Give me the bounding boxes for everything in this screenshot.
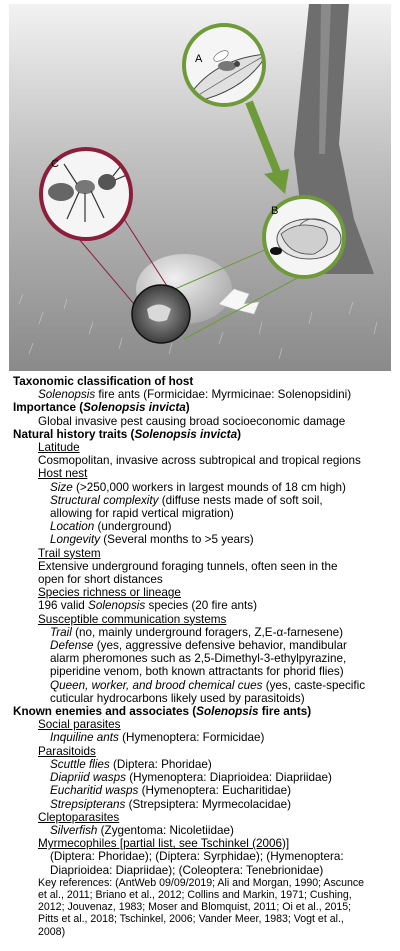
richness-text: 196 valid Solenopsis species (20 fire ants) (38, 599, 257, 613)
natural-history-heading: Natural history traits (Solenopsis invicta) (13, 427, 241, 441)
enemies-heading: Known enemies and associates (Solenopsis fire ants) (13, 705, 312, 719)
nest-longevity: Longevity (Several months to >5 years) (50, 533, 254, 547)
nest-size: Size (>250,000 workers in largest mounds of 18 cm high) (50, 480, 346, 494)
nest-structure-cont: allowing for rapid vertical migration) (50, 507, 234, 521)
taxonomy-heading: Taxonomic classification of host (13, 375, 194, 388)
comm-defense-2: alarm pheromones such as 2,5-Dimethyl-3-ethylpyrazine, (50, 652, 347, 666)
latitude-label: Latitude (38, 441, 80, 455)
cleptoparasites-label: Cleptoparasites (38, 810, 120, 824)
myrmecophiles-label: Myrmecophiles [partial list, see Tschinkel (2006)] (38, 837, 290, 851)
comm-defense-3: piperidine venom, both known attractants for phorid flies) (50, 665, 344, 679)
references-3: 2012; Jouvenaz, 1983; Moser and Blomquist, 2011; Oi et al., 2015; (38, 901, 352, 914)
references-5: 2008) (38, 925, 66, 938)
references-4: Pitts et al., 2018; Tschinkel, 2006; Vander Meer, 1983; Vogt et al., (38, 913, 344, 926)
myrmecophiles-text-2: Diaprioidea: Diapriidae); (Coleoptera: Tenebrionidae) (50, 863, 324, 877)
species-info-text (13, 375, 397, 938)
importance-text: Global invasive pest causing broad socioeconomic damage (38, 414, 346, 428)
comm-queen: Queen, worker, and brood chemical cues (yes, caste-specific (50, 678, 366, 692)
illustration-figure (9, 4, 391, 371)
nest-structure: Structural complexity (diffuse nests made of soft soil, (50, 493, 323, 507)
scuttle-flies: Scuttle flies (Diptera: Phoridae) (50, 757, 212, 771)
references-2: et al., 2011; Briano et al., 2012; Collins and Markin, 1971; Cushing, (38, 888, 352, 901)
comm-trail: Trail (no, mainly underground foragers, Z,E-α-farnesene) (50, 625, 344, 639)
comm-defense: Defense (yes, aggressive defensive behavior, mandibular (50, 639, 347, 653)
taxonomy-text: Solenopsis fire ants (Formicidae: Myrmicinae: Solenopsidini) (38, 388, 352, 402)
importance-heading: Importance (Solenopsis invicta) (13, 401, 190, 415)
host-nest-label: Host nest (38, 467, 88, 481)
social-parasites-label: Social parasites (38, 718, 121, 732)
nest-location: Location (underground) (50, 520, 172, 534)
richness-label: Species richness or lineage (38, 586, 181, 600)
label-c: C (51, 158, 59, 170)
trail-label: Trail system (38, 546, 101, 560)
strepsipterans: Strepsipterans (Strepsiptera: Myrmecolacidae) (50, 797, 291, 811)
inset-a-phorid-fly (184, 25, 267, 105)
references-1: Key references: (AntWeb 09/09/2019; Ali and Morgan, 1990; Ascunce (38, 876, 365, 889)
label-b: B (271, 205, 279, 217)
silverfish: Silverfish (Zygentoma: Nicoletiidae) (50, 823, 234, 837)
comm-queen-2: cuticular hydrocarbons likely used by parasitoids) (50, 691, 305, 705)
diapriid-wasps: Diapriid wasps (Hymenoptera: Diaprioidea: Diapriidae) (50, 771, 332, 785)
communication-label: Susceptible communication systems (38, 612, 227, 626)
trail-text-2: open for short distances (38, 573, 163, 587)
inset-b-ant-head (264, 197, 344, 277)
parasitoids-label: Parasitoids (38, 744, 96, 758)
latitude-text: Cosmopolitan, invasive across subtropical and tropical regions (38, 454, 361, 468)
trail-text-1: Extensive underground foraging tunnels, often seen in the (38, 559, 338, 573)
eucharitid-wasps: Eucharitid wasps (Hymenoptera: Eucharitidae) (50, 784, 292, 798)
myrmecophiles-text-1: (Diptera: Phoridae); (Diptera: Syrphidae); (Hymenoptera: (50, 850, 344, 864)
inset-c-fire-ant (41, 149, 131, 239)
inquiline-ants: Inquiline ants (Hymenoptera: Formicidae) (50, 731, 265, 745)
label-a: A (195, 53, 203, 65)
